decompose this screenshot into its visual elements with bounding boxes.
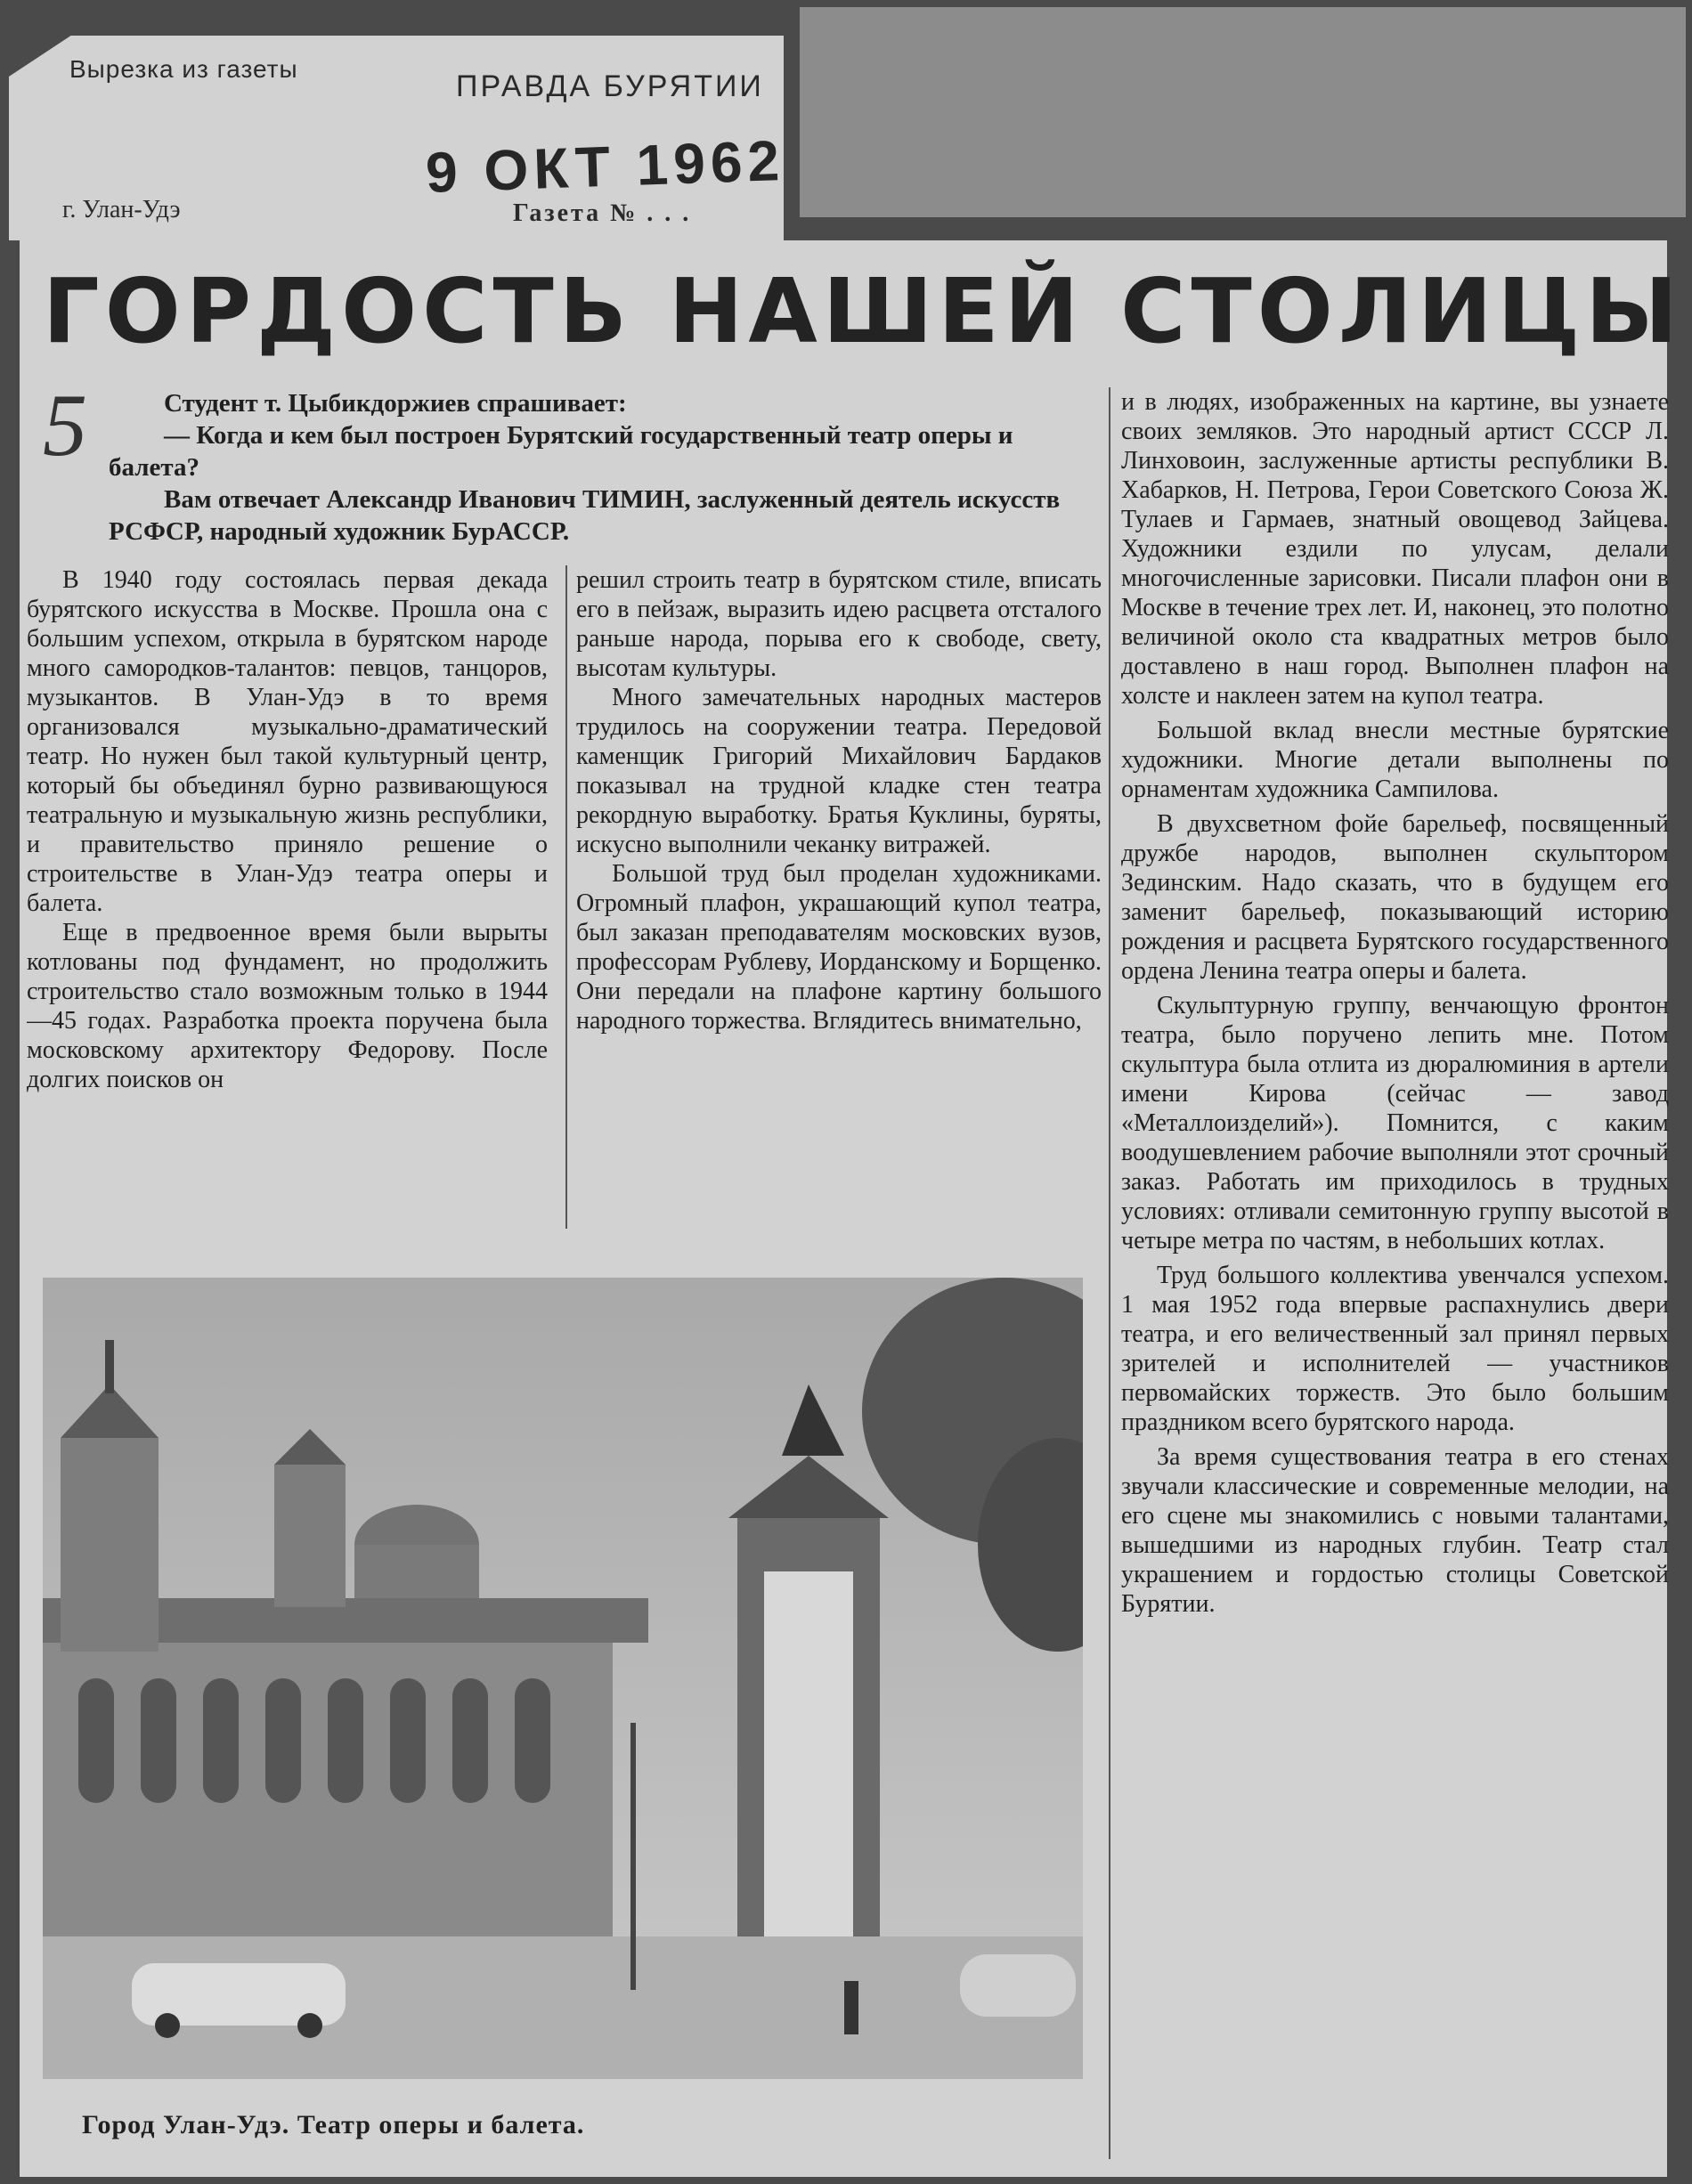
text-column-2 <box>565 565 1102 1229</box>
theatre-photo <box>43 1278 1083 2079</box>
paragraph: За время существования театра в его стенах звучали классические и современные мелодии, на его сцене мы знакомились с новыми талантами, вышедшими из народных глубин. Театр стал украшением и гордостью столицы Советской Бурятии. <box>1121 1443 1669 1618</box>
paragraph: В двухсветном фойе барельеф, посвященный дружбе народов, выполнен скульптором Зединским. Надо сказать, что в будущем его заменит барельеф, показывающий историю рождения и расцвета Бурятского государственного ордена Ленина театра оперы и балета. <box>1121 810 1669 985</box>
clipping-source-label: Вырезка из газеты <box>69 55 298 83</box>
question-text: — Когда и кем был построен Бурятский государственный театр оперы и балета? <box>109 421 1013 482</box>
article-headline: ГОРДОСТЬ НАШЕЙ СТОЛИЦЫ <box>43 259 1683 363</box>
answer-intro: Вам отвечает Александр Иванович ТИМИН, заслуженный деятель искусств РСФСР, народный художник БурАССР. <box>109 485 1061 546</box>
issue-label: Газета № . . . <box>513 199 692 227</box>
paragraph: и в людях, изображенных на картине, вы узнаете своих земляков. Это народный артист СССР Л. Линховоин, заслуженные артисты республики В. Хабарков, Н. Петрова, Герои Советского Союза Ж. Тулаев и Гармаев, знатный овощевод Зайцева. Художники ездили по улусам, делали многочисленные зарисовки. Писали плафон они в Москве в течение трех лет. И, наконец, это полотно величиной около ста квадратных метров было доставлено в наш город. Выполнен плафон на холсте и наклеен затем на купол театра. <box>1121 388 1669 710</box>
paragraph: Большой труд был проделан художниками. Огромный плафон, украшающий купол театра, был заказан преподавателям московских вузов, профессорам Рублеву, Иорданскому и Борщенко. Они передали на плафоне картину большого народного торжества. Вглядитесь внимательно, <box>576 860 1102 1035</box>
redaction-box <box>800 7 1686 217</box>
paragraph: В 1940 году состоялась первая декада бурятского искусства в Москве. Прошла она с большим успехом, открыла в бурятском народе много самородков-талантов: певцов, танцоров, музыкантов. В Улан-Удэ в то время организовался музыкально-драматический театр. Но нужен был такой культурный центр, который бы объединял бурно развивающуюся театральную и музыкальную жизнь республики, и правительство приняло решение о строительстве в Улан-Удэ театра оперы и балета. <box>27 566 548 917</box>
question-intro: Студент т. Цыбикдоржиев спрашивает: <box>164 389 627 418</box>
article-lead <box>109 387 1070 548</box>
photo-caption: Город Улан-Удэ. Театр оперы и балета. <box>82 2110 585 2139</box>
paragraph: Большой вклад внесли местные бурятские художники. Многие детали выполнены по орнаментам художника Сампилова. <box>1121 717 1669 803</box>
paragraph: Еще в предвоенное время были вырыты котлованы под фундамент, но продолжить строительство стало возможным только в 1944—45 годах. Разработка проекта поручена была московскому архитектору Федорову. После долгих поисков он <box>27 919 548 1093</box>
paragraph: решил строить театр в бурятском стиле, вписать его в пейзаж, выразить идею расцвета отсталого раньше народа, порыва его к свободе, свету, высотам культуры. <box>576 566 1102 682</box>
text-column-1 <box>27 565 548 1229</box>
paragraph: Скульптурную группу, венчающую фронтон театра, было поручено лепить мне. Потом скульптура была отлита из дюралюминия в артели имени Кирова (сейчас — завод «Металлоизделий»). Помнится, с каким воодушевлением рабочие выполняли этот срочный заказ. Работать им приходилось в трудных условиях: отливали семитонную группу высотой в четыре метра по частям, в небольших котлах. <box>1121 992 1669 1254</box>
text-column-3 <box>1109 387 1669 2159</box>
date-stamp: 9 ОКТ 1962 <box>424 127 786 206</box>
handwritten-page-number: 5 <box>43 376 87 475</box>
paragraph: Много замечательных народных мастеров трудилось на сооружении театра. Передовой каменщик Григорий Михайлович Бардаков показывал на трудной кладке стен театра рекордную выработку. Братья Куклины, буряты, искусно выполнили чеканку витражей. <box>576 684 1102 858</box>
newspaper-name: ПРАВДА БУРЯТИИ <box>456 69 764 103</box>
paragraph: Труд большого коллектива увенчался успехом. 1 мая 1952 года впервые распахнулись двери театра, и его величественный зал принял первых зрителей и исполнителей — участников первомайских торжеств. Это было большим праздником всего бурятского народа. <box>1121 1262 1669 1436</box>
city-label: г. Улан-Удэ <box>62 196 181 223</box>
theatre-building-image <box>43 1278 1083 2079</box>
